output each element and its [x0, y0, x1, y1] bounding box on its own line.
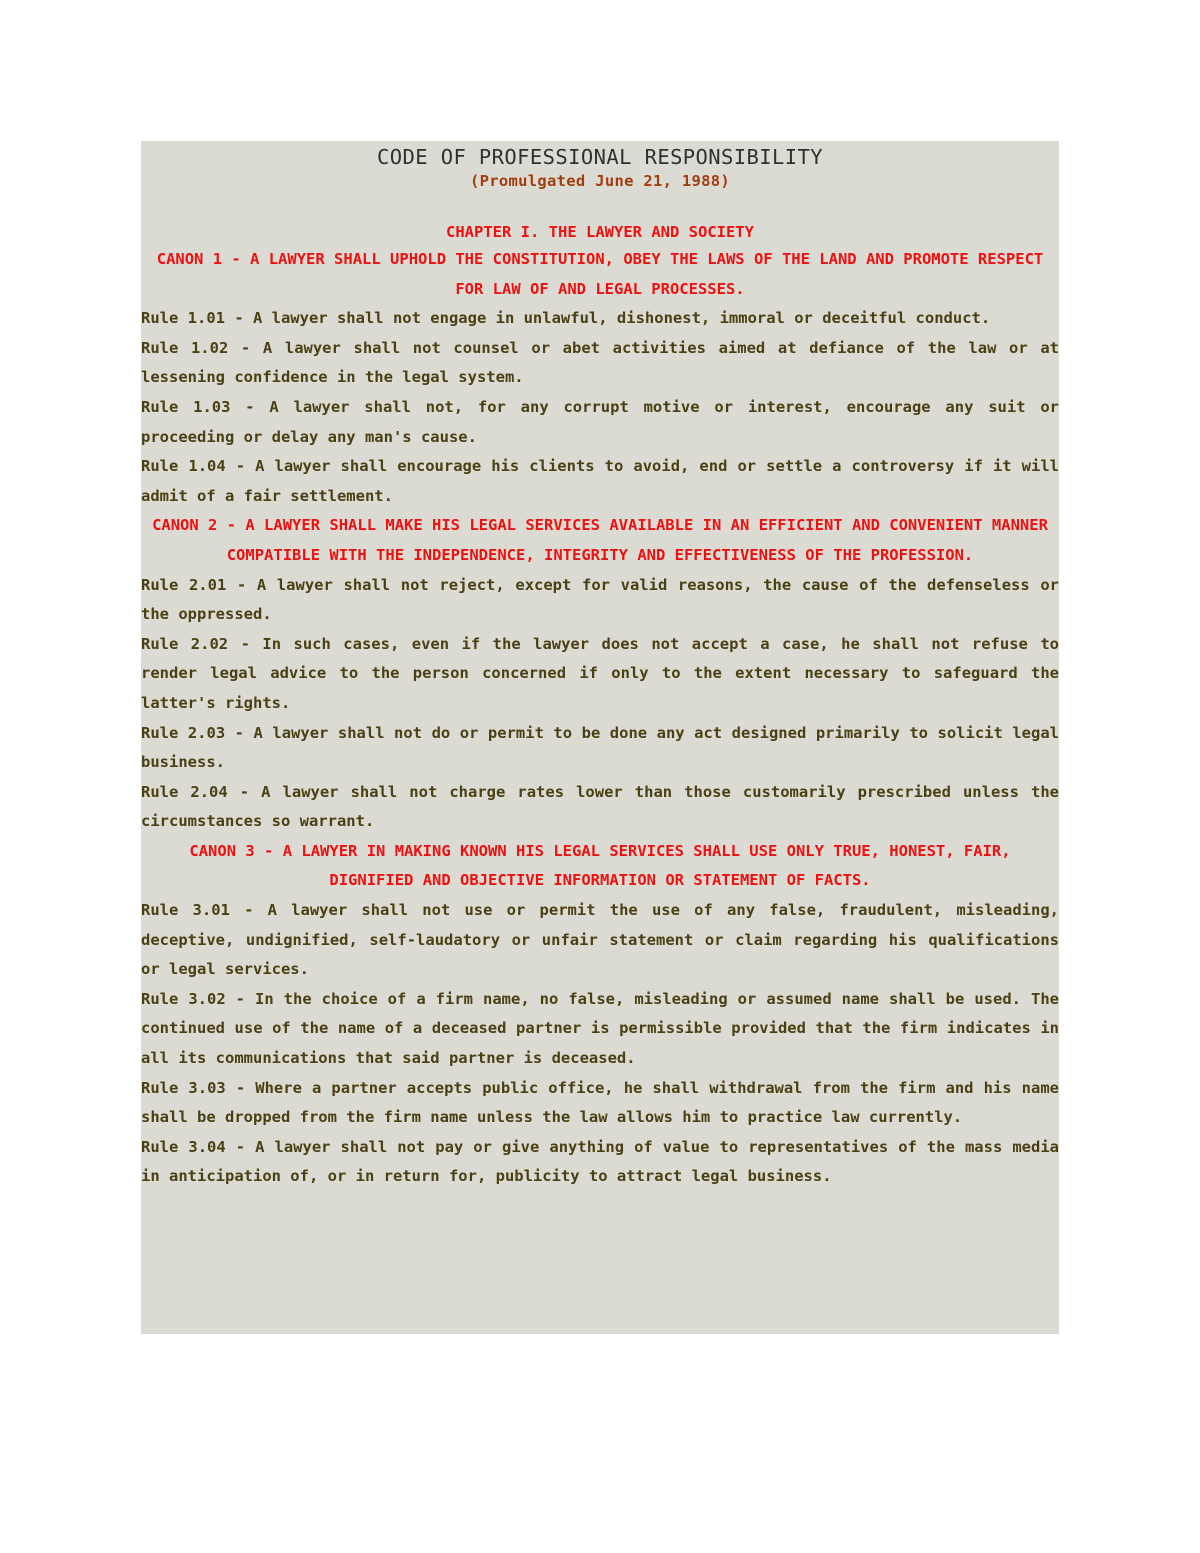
- rule-paragraph: Rule 1.01 - A lawyer shall not engage in unlawful, dishonest, immoral or deceitful conduct.: [141, 309, 991, 328]
- document-subtitle: (Promulgated June 21, 1988): [469, 172, 731, 190]
- rule-paragraph: Rule 2.04 - A lawyer shall not charge rates lower than those customarily prescribed unless the circumstances so warrant.: [141, 782, 1059, 831]
- canon-heading: CANON 2 - A LAWYER SHALL MAKE HIS LEGAL SERVICES AVAILABLE IN AN EFFICIENT AND CONVENIENT MANNER COMPATIBLE WITH THE INDEPENDENCE, INTEGRITY AND EFFECTIVENESS OF THE PROFESSION.: [152, 516, 1048, 564]
- rule-paragraph: Rule 2.01 - A lawyer shall not reject, except for valid reasons, the cause of the defenseless or the oppressed.: [141, 575, 1059, 624]
- canon-heading: CANON 1 - A LAWYER SHALL UPHOLD THE CONSTITUTION, OBEY THE LAWS OF THE LAND AND PROMOTE RESPECT FOR LAW OF AND LEGAL PROCESSES.: [156, 250, 1044, 298]
- rule-paragraph: Rule 3.03 - Where a partner accepts public office, he shall withdrawal from the firm and his name shall be dropped from the firm name unless the law allows him to practice law currently.: [141, 1078, 1059, 1127]
- canon-1-section: [141, 245, 1059, 511]
- rule-paragraph: Rule 3.04 - A lawyer shall not pay or give anything of value to representatives of the mass media in anticipation of, or in return for, publicity to attract legal business.: [141, 1137, 1059, 1186]
- canon-heading: CANON 3 - A LAWYER IN MAKING KNOWN HIS LEGAL SERVICES SHALL USE ONLY TRUE, HONEST, FAIR, DIGNIFIED AND OBJECTIVE INFORMATION OR STATEMENT OF FACTS.: [189, 841, 1011, 890]
- rule-paragraph: Rule 3.01 - A lawyer shall not use or permit the use of any false, fraudulent, misleading, deceptive, undignified, self-laudatory or unfair statement or claim regarding his qualifications or legal services.: [141, 901, 1059, 979]
- rule-paragraph: Rule 2.02 - In such cases, even if the lawyer does not accept a case, he shall not refuse to render legal advice to the person concerned if only to the extent necessary to safeguard the latter's rights.: [141, 634, 1059, 712]
- document-title: CODE OF PROFESSIONAL RESPONSIBILITY: [377, 145, 823, 169]
- rule-paragraph: Rule 3.02 - In the choice of a firm name, no false, misleading or assumed name shall be used. The continued use of the name of a deceased partner is permissible provided that the firm indicates in all its communications that said partner is deceased.: [141, 989, 1059, 1068]
- rule-paragraph: Rule 1.02 - A lawyer shall not counsel or abet activities aimed at defiance of the law or at lessening confidence in the legal system.: [141, 338, 1059, 387]
- rule-paragraph: Rule 1.04 - A lawyer shall encourage his clients to avoid, end or settle a controversy if it will admit of a fair settlement.: [141, 457, 1059, 505]
- rule-paragraph: Rule 2.03 - A lawyer shall not do or permit to be done any act designed primarily to solicit legal business.: [141, 723, 1059, 772]
- canon-2-section: [141, 511, 1059, 837]
- document-page: [141, 141, 1059, 1334]
- rule-paragraph: Rule 1.03 - A lawyer shall not, for any corrupt motive or interest, encourage any suit or proceeding or delay any man's cause.: [141, 397, 1059, 446]
- canon-3-section: [141, 837, 1059, 1192]
- chapter-heading: CHAPTER I. THE LAWYER AND SOCIETY: [446, 223, 754, 241]
